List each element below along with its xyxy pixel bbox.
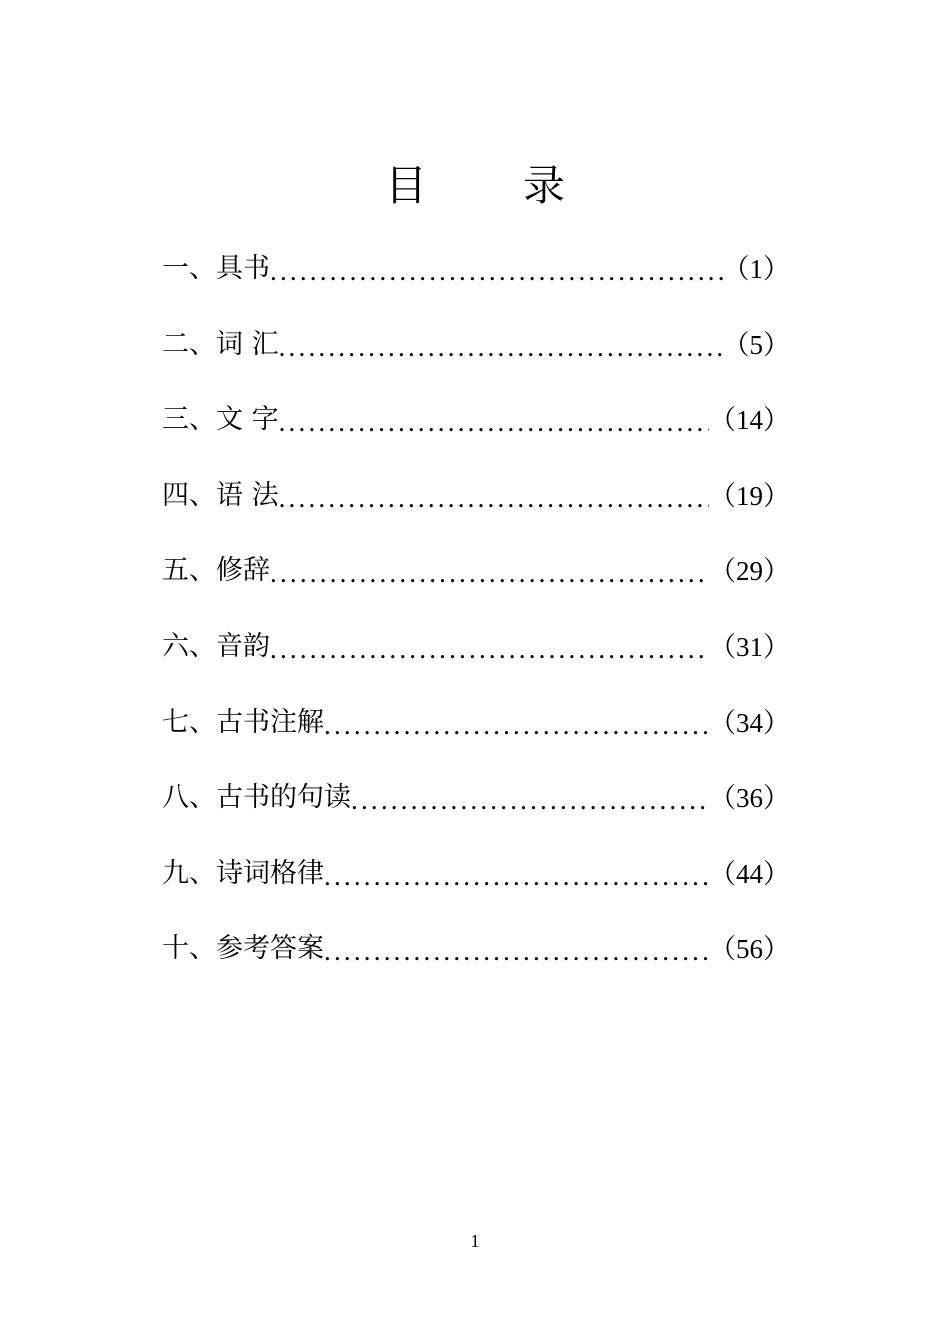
toc-entry[interactable] <box>162 624 790 700</box>
toc-entry-page: （19） <box>709 480 790 511</box>
toc-entry-label: 五、修辞 <box>162 555 270 587</box>
toc-entry-label: 十、参考答案 <box>162 933 324 965</box>
toc-entry-label: 一、具书 <box>162 253 270 284</box>
toc-leader-dots <box>279 322 723 370</box>
toc-entry[interactable] <box>162 775 790 851</box>
toc-entry[interactable] <box>162 246 790 322</box>
toc-entry[interactable] <box>162 473 790 549</box>
toc-entry[interactable] <box>162 322 790 398</box>
toc-entry[interactable] <box>162 548 790 624</box>
toc-leader-dots <box>351 775 709 823</box>
toc-entry-page: （31） <box>709 631 790 662</box>
toc-entry-label: 二、词 汇 <box>162 328 279 360</box>
toc-entry[interactable] <box>162 397 790 473</box>
toc-leader-dots <box>324 926 709 974</box>
toc-entry-label: 四、语 法 <box>162 479 279 511</box>
toc-entry-page: （14） <box>709 405 790 436</box>
toc-entry-label: 九、诗词格律 <box>162 857 324 889</box>
page-title-char-2: 录 <box>523 161 566 210</box>
toc-entry-label: 三、文 字 <box>162 404 279 436</box>
page-title <box>0 158 950 214</box>
toc-entry-page: （1） <box>722 254 790 284</box>
toc-leader-dots <box>270 624 709 672</box>
toc-entry-page: （34） <box>709 707 790 738</box>
page-title-char-1: 目 <box>384 161 427 210</box>
toc-entry-label: 六、音韵 <box>162 630 270 662</box>
toc-entry-page: （56） <box>709 934 790 965</box>
table-of-contents <box>162 246 790 1002</box>
toc-entry-page: （29） <box>709 556 790 587</box>
toc-leader-dots <box>279 473 709 521</box>
toc-leader-dots <box>324 700 709 748</box>
toc-entry-page: （44） <box>709 858 790 889</box>
toc-leader-dots <box>324 851 709 899</box>
page-number: 1 <box>470 1231 480 1251</box>
toc-entry[interactable] <box>162 926 790 1002</box>
toc-entry-label: 八、古书的句读 <box>162 782 351 814</box>
toc-leader-dots <box>270 548 709 596</box>
toc-entry-label: 七、古书注解 <box>162 706 324 738</box>
toc-entry-page: （5） <box>722 329 790 360</box>
toc-leader-dots <box>279 397 709 445</box>
toc-leader-dots <box>270 246 723 294</box>
toc-entry-page: （36） <box>709 783 790 814</box>
toc-entry[interactable] <box>162 851 790 927</box>
toc-entry[interactable] <box>162 700 790 776</box>
